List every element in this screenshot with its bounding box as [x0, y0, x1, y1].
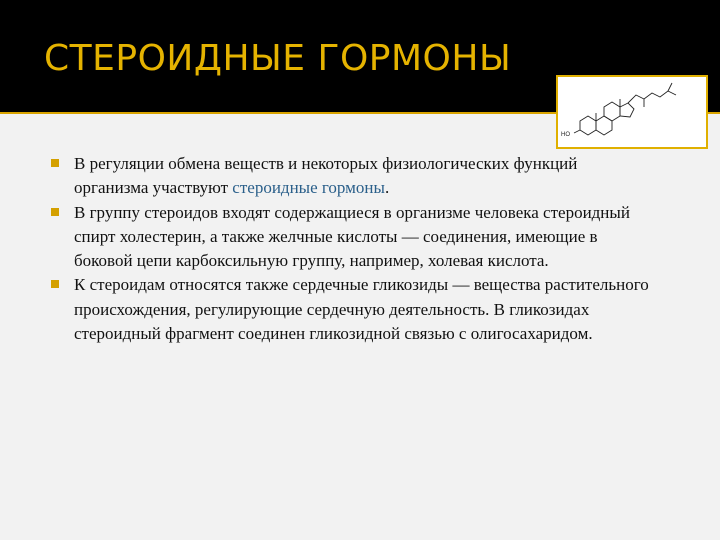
list-item [50, 201, 650, 274]
steroid-structure-icon [558, 77, 706, 147]
bullet-list [50, 152, 650, 346]
list-item [50, 273, 650, 346]
hydroxyl-label: HO [561, 132, 570, 138]
bullet-square-icon [51, 208, 59, 216]
bullet-2-text: В группу стероидов входят содержащиеся в организме человека стероидный спирт холестерин, а также желчные кислоты — соединения, имеющие в боковой цепи карбоксильную группу, например, холевая кислота. [74, 202, 630, 271]
bullet-3-text: К стероидам относятся также сердечные гликозиды — вещества растительного происхождения, регулирующие сердечную деятельность. В гликозидах стероидный фрагмент соединен гликозидной связью с олигосахаридом. [74, 275, 649, 344]
bullet-square-icon [51, 280, 59, 288]
bullet-1-highlight: стероидные гормоны [232, 178, 385, 198]
list-item [50, 152, 650, 201]
slide-title: СТЕРОИДНЫЕ ГОРМОНЫ [44, 38, 512, 79]
steroid-structure-figure [556, 75, 708, 149]
bullet-1-text-before: В регуляции обмена веществ и некоторых физиологических функций организма участвуют [74, 154, 578, 198]
bullet-1-text-after: . [384, 178, 390, 198]
bullet-square-icon [51, 159, 59, 167]
